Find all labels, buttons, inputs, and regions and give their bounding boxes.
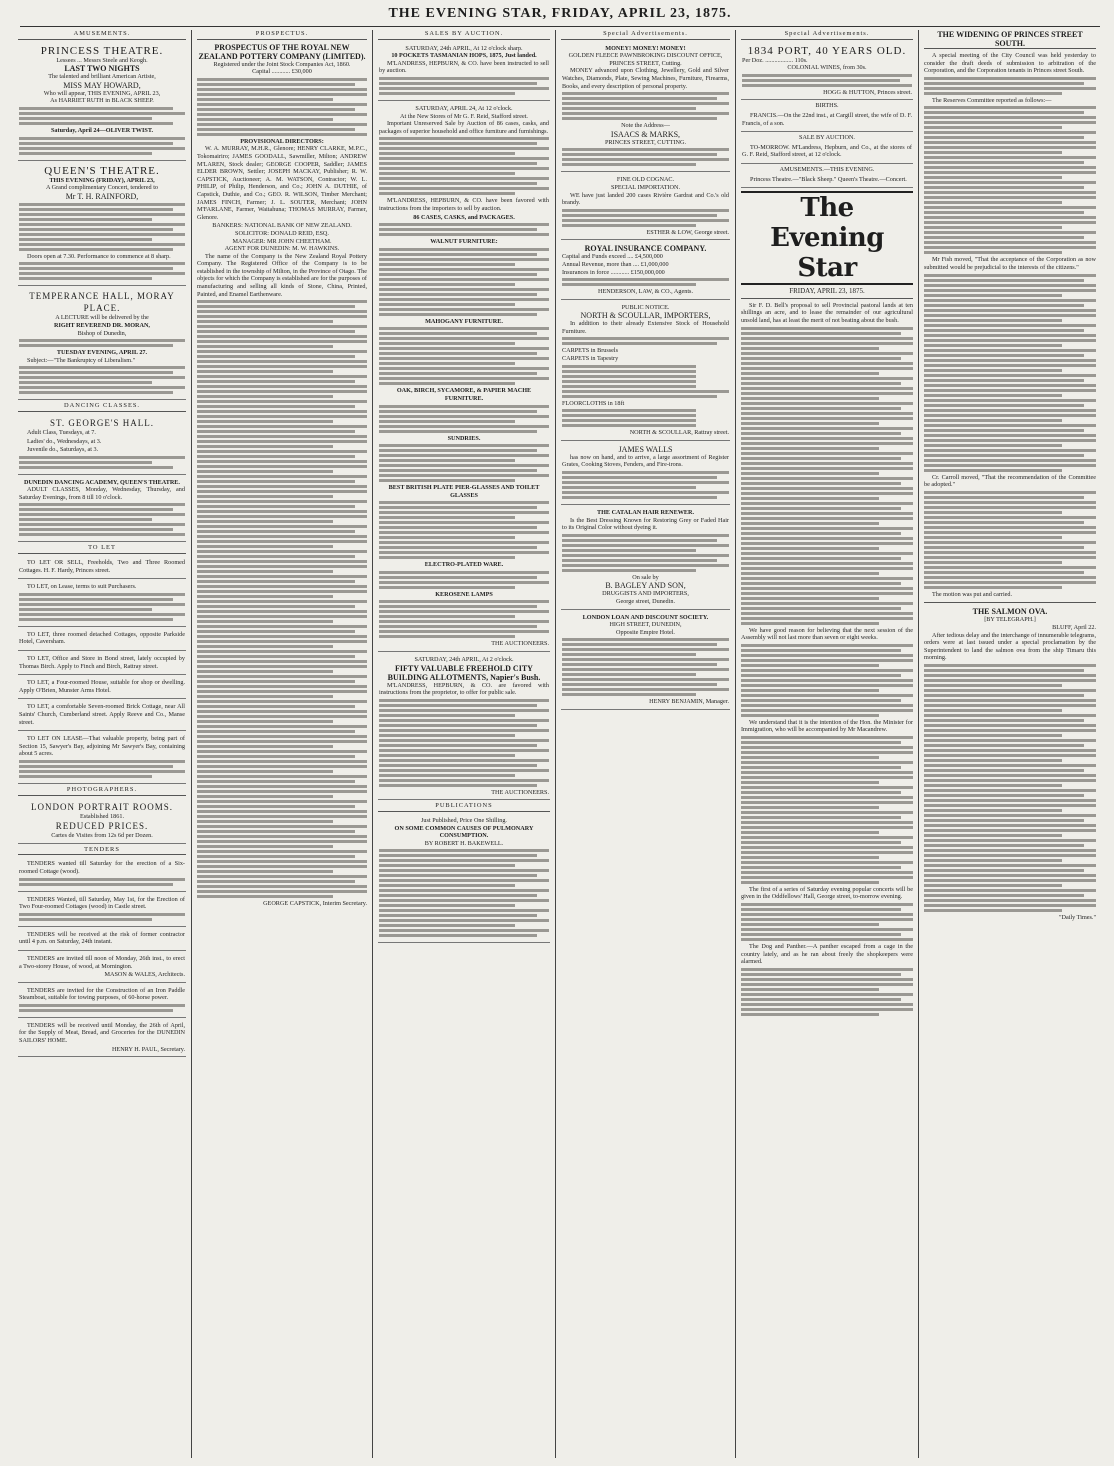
- article-paragraph: The motion was put and carried.: [932, 590, 1013, 598]
- article-paragraph: Cr. Carroll moved, "That the recommendation of the Committee be adopted.": [924, 473, 1096, 489]
- section-heading-dancing: DANCING CLASSES.: [18, 402, 186, 412]
- ad-to-let: [18, 629, 186, 651]
- body-text-lines: [197, 78, 367, 136]
- section-heading-amusements: AMUSEMENTS.: [18, 30, 186, 40]
- ad-title: LONDON LOAN AND DISCOUNT SOCIETY.: [582, 613, 709, 621]
- body-text-lines: [562, 534, 729, 572]
- ad-title: LONDON PORTRAIT ROOMS.: [30, 801, 174, 812]
- ad-signature: NORTH & SCOULLAR, Rattray street.: [629, 429, 729, 437]
- body-text-lines: [562, 638, 729, 696]
- article-title: THE SALMON OVA.: [972, 607, 1048, 617]
- body-text-lines: [741, 327, 913, 625]
- auction-line: At the New Stores of Mr G. F. Reid, Stafford street.: [400, 112, 528, 120]
- ad-publication: [378, 815, 550, 943]
- ad-title: TEMPERANCE HALL, MORAY PLACE.: [29, 291, 175, 314]
- auction-line: 86 CASES, CASKS, and PACKAGES.: [413, 213, 515, 221]
- body-text-lines: [379, 501, 549, 559]
- auction-date: SATURDAY, 24th APRIL, At 2 o'clock.: [414, 656, 514, 664]
- ad-line: Opposite Empire Hotel.: [616, 628, 675, 636]
- ad-james-walls: [561, 443, 730, 505]
- body-text-lines: [741, 968, 913, 1016]
- ad-tender: [18, 1020, 186, 1057]
- prospectus-title: PROSPECTUS OF THE ROYAL NEW ZEALAND POTTERY COMPANY (LIMITED).: [198, 42, 366, 61]
- ad-golden-fleece: [561, 43, 730, 173]
- body-text-lines: [562, 409, 729, 427]
- ad-line: Doors open at 7.30. Performance to commence at 8 sharp.: [27, 252, 171, 260]
- body-text-lines: [562, 365, 729, 398]
- body-text-lines: [562, 337, 729, 345]
- auction-line: Important Unreserved Sale by Auction of 86 cases, casks, and packages of superior household and office furniture and furnishings.: [379, 120, 549, 135]
- ad-line: The talented and brilliant American Artiste,: [48, 73, 156, 81]
- classified-ad: TENDERS Wanted, till Saturday, May 1st, for the Erection of Two Four-roomed Cottages (wood) in Castle street.: [19, 895, 185, 911]
- auction-subhead: SUNDRIES.: [447, 434, 481, 442]
- classified-ad: TO LET OR SELL, Freeholds, Two and Three Roomed Cottages. H. F. Hardy, Princes street.: [19, 559, 185, 574]
- ad-tender: [18, 985, 186, 1018]
- section-heading-to-let: TO LET: [18, 544, 186, 554]
- ad-title: ROYAL INSURANCE COMPANY.: [584, 244, 707, 254]
- ad-line: REDUCED PRICES.: [55, 821, 149, 832]
- ad-title: DUNEDIN DANCING ACADEMY, QUEEN'S THEATRE.: [24, 478, 180, 486]
- classified-ad: TO LET, a Four-roomed House, suitable for shop or dwelling. Apply O'Brien, Munster Arms Hotel.: [19, 679, 185, 694]
- ad-auction-furniture: [378, 103, 550, 652]
- article-paragraph: A special meeting of the City Council was held yesterday to consider the draft deeds of submission to arbitration of the Corporation, and the Corporation tenants in Princes street South.: [924, 52, 1096, 75]
- ad-line: Subject:—"The Bankruptcy of Liberalism.": [27, 356, 136, 364]
- publication-title: ON SOME COMMON CAUSES OF PULMONARY CONSUMPTION.: [394, 824, 534, 840]
- editorial-date: FRIDAY, APRIL 23, 1875.: [741, 288, 913, 299]
- sale-text: TO-MORROW. M'Landress, Hepburn, and Co., at the stores of G. F. Reid, Stafford street, at 12 o'clock.: [742, 143, 912, 159]
- ad-line: Is the Best Dressing Known for Restoring Grey or Faded Hair to its Original Color without dyeing it.: [562, 516, 729, 532]
- body-text-lines: [562, 148, 729, 166]
- column-rule: [918, 30, 919, 1458]
- ad-line: Mr T. H. RAINFORD,: [65, 191, 139, 201]
- body-text-lines: [562, 209, 729, 227]
- births-heading: BIRTHS.: [815, 102, 839, 110]
- ad-signature: MASON & WALES, Architects.: [104, 971, 185, 979]
- body-text-lines: [379, 444, 549, 482]
- ad-line: WE have just landed 200 cases Rivière Gardrat and Co.'s old brandy.: [562, 191, 729, 207]
- ad-line: HIGH STREET, DUNEDIN,: [609, 621, 682, 629]
- body-text-lines: [379, 248, 549, 316]
- ad-signature: HENRY BENJAMIN, Manager.: [649, 698, 729, 706]
- body-text-lines: [379, 600, 549, 638]
- body-text-lines: [379, 137, 549, 195]
- body-text-lines: [562, 92, 729, 120]
- newspaper-title: The Evening Star: [741, 191, 913, 285]
- ad-line: Saturday, April 24—OLIVER TWIST.: [50, 126, 154, 134]
- prospectus-line: MANAGER: MR JOHN CHEETHAM.: [232, 237, 332, 245]
- column-news: [924, 30, 1096, 1458]
- prospectus-line: AGENT FOR DUNEDIN: M. W. HAWKINS.: [224, 245, 340, 253]
- body-text-lines: [19, 760, 185, 778]
- prospectus-line: SOLICITOR: DONALD REID, ESQ.: [235, 229, 329, 237]
- body-text-lines: [379, 77, 549, 95]
- article-dateline: BLUFF, April 22.: [1052, 623, 1096, 631]
- ad-line: Who will appear, THIS EVENING, APRIL 23,: [43, 89, 161, 97]
- ad-line: PRINCES STREET, CUTTING.: [604, 138, 686, 146]
- auction-subhead: KEROSENE LAMPS: [435, 590, 493, 598]
- ad-signature: ESTHER & LOW, George street.: [646, 228, 729, 236]
- ad-line: Note the Address—: [621, 122, 670, 130]
- column-rule: [555, 30, 556, 1458]
- body-text-lines: [742, 74, 912, 87]
- ad-line: Established 1861.: [80, 812, 124, 820]
- auction-line: M'LANDRESS, HEPBURN, & CO. have been instructed to sell by auction.: [379, 59, 549, 75]
- masthead: THE EVENING STAR, FRIDAY, APRIL 23, 1875.: [20, 6, 1100, 27]
- classified-ad: TO LET, three roomed detached Cottages, opposite Parkside Hotel, Caversham.: [19, 630, 185, 646]
- auction-subhead: OAK, BIRCH, SYCAMORE, & PAPIER MACHE FURNITURE.: [396, 387, 532, 402]
- ad-line: SPECIAL IMPORTATION.: [610, 183, 681, 191]
- body-text-lines: [19, 456, 185, 469]
- body-text-lines: [741, 903, 913, 941]
- body-text-lines: [379, 223, 549, 236]
- ad-line: Lessees ... Messrs Steele and Keogh.: [56, 56, 148, 64]
- ad-title: THE CATALAN HAIR RENEWER.: [596, 509, 695, 517]
- ad-london-portrait-rooms: [18, 799, 186, 844]
- ad-title: MONEY! MONEY! MONEY!: [605, 44, 686, 52]
- ad-line: ADULT CLASSES, Monday, Wednesday, Thursday, and Saturday Evenings, from 8 till 10 o'clock.: [19, 486, 185, 501]
- body-text-lines: [379, 571, 549, 589]
- amusements-heading: AMUSEMENTS.—THIS EVENING.: [779, 165, 875, 173]
- ad-line: As HARRIET RUTH in BLACK SHEEP.: [50, 97, 154, 105]
- ad-title: FINE OLD COGNAC.: [616, 176, 675, 184]
- sale-notice: [741, 142, 913, 164]
- ad-line: A LECTURE will be delivered by the: [55, 314, 149, 322]
- editorial-paragraph: We have good reason for believing that the next session of the Assembly will not last more than seven or eight weeks.: [741, 626, 913, 642]
- ad-line: HENDERSON, LAW, & CO., Agents.: [597, 288, 693, 296]
- ad-auction-hops: [378, 43, 550, 101]
- ad-tender: [18, 894, 186, 927]
- body-text-lines: [19, 366, 185, 394]
- classified-ad: TO LET, Office and Store in Bond street, lately occupied by Thomas Birch. Apply to Finch and Birch, Rattray street.: [19, 655, 185, 670]
- ad-line: Insurances in force ............ £150,000,000: [562, 268, 665, 276]
- ad-line: In addition to their already Extensive Stock of Household Furniture.: [562, 320, 729, 335]
- editorial-paragraph: Sir F. D. Bell's proposal to sell Provincial pastoral lands at ten shillings an acre, and to lease the remainder of our agricultural unsold land, has at least the merit of not beating about the bush.: [741, 301, 913, 324]
- body-text-lines: [379, 849, 549, 937]
- ad-to-let: [18, 557, 186, 579]
- body-text-lines: [924, 664, 1096, 912]
- ad-line: TUESDAY EVENING, APRIL 27.: [56, 349, 148, 357]
- ad-line: GOLDEN FLEECE PAWNBROKING DISCOUNT OFFICE,: [568, 52, 723, 60]
- auction-date: SATURDAY, APRIL 24, At 12 o'clock.: [415, 104, 513, 112]
- column-rule: [372, 30, 373, 1458]
- ad-to-let: [18, 581, 186, 627]
- body-text-lines: [741, 736, 913, 884]
- auction-subhead: WALNUT FURNITURE:: [430, 238, 498, 246]
- body-text-lines: [19, 203, 185, 251]
- ad-line: Ladies' do., Wednesdays, at 3.: [27, 437, 102, 445]
- column-amusements: [18, 30, 186, 1458]
- section-heading-prospectus: PROSPECTUS.: [197, 30, 367, 40]
- prospectus-capital: Capital ............ £30,000: [252, 68, 312, 76]
- ad-line: B. BAGLEY AND SON,: [605, 581, 686, 591]
- ad-temperance-hall: [18, 288, 186, 400]
- body-text-lines: [924, 106, 1096, 254]
- divider: [924, 602, 1096, 603]
- auction-subhead: MAHOGANY FURNITURE.: [425, 317, 503, 325]
- ad-line: LAST TWO NIGHTS: [64, 64, 140, 74]
- classified-ad: TENDERS are invited till noon of Monday, 26th inst., to erect a Two-storey House, of wood, at Mornington.: [19, 954, 185, 970]
- ad-line: Cartes de Visites from 12s 6d per Dozen.: [51, 832, 153, 840]
- birth-text: FRANCIS.—On the 22nd inst., at Cargill street, the wife of D. F. Francis, of a son.: [742, 111, 912, 127]
- classified-ad: TO LET, a comfortable Seven-roomed Brick Cottage, near All Saints' Church, Cumberland street. Apply Reeve and Co., Manse street.: [19, 703, 185, 726]
- ad-line: THIS EVENING (FRIDAY), APRIL 23,: [49, 176, 155, 184]
- ad-auction-allotments: [378, 654, 550, 800]
- amusements-notice: [741, 174, 913, 189]
- prospectus-body: The name of the Company is the New Zealand Royal Pottery Company. The Registered Office of the Company is to be established in the township of Milton, in the Province of Otago. The objects for which the Company is established are for the purposes of manufacturing and selling all kinds of Stone, China, Printed, Painted, and Enamel Earthenware.: [197, 252, 367, 298]
- column-rule: [735, 30, 736, 1458]
- body-text-lines: [19, 913, 185, 921]
- body-text-lines: [924, 274, 1096, 472]
- ad-to-let: [18, 653, 186, 675]
- auction-line: FIFTY VALUABLE FREEHOLD CITY BUILDING ALLOTMENTS, Napier's Bush.: [387, 663, 541, 682]
- body-text-lines: [19, 339, 185, 347]
- classified-ad: TENDERS will be received at the risk of former contractor until 4 p.m. on Saturday, 24th instant.: [19, 930, 185, 946]
- amusements-text: Princess Theatre.—"Black Sheep." Queen's Theatre.—Concert.: [750, 175, 907, 183]
- ad-line: FLOORCLOTHS in 18ft: [562, 399, 625, 407]
- classified-ad: TO LET ON LEASE—That valuable property, being part of Section 15, Sawyer's Bay, adjoining Mr Sawyer's Bay, containing about 5 acres.: [19, 735, 185, 758]
- ad-princess-theatre: [18, 43, 186, 161]
- body-text-lines: [19, 262, 185, 280]
- auction-line: 10 POCKETS TASMANIAN HOPS, 1875, Just landed.: [391, 52, 537, 60]
- ad-title: JAMES WALLS: [618, 444, 673, 454]
- classified-ad: TO LET, on Lease, terms to suit Purchasers.: [27, 583, 137, 591]
- ad-line: Annual Revenue, more than .... £1,000,000: [562, 260, 669, 268]
- ad-line: ISAACS & MARKS,: [610, 129, 681, 139]
- ad-line: has now on hand, and to arrive, a large assortment of Register Grates, Cooking Stoves, Fenders, and Fire-irons.: [562, 453, 729, 469]
- ad-to-let: [18, 733, 186, 784]
- body-text-lines: [924, 77, 1096, 95]
- body-text-lines: [19, 593, 185, 621]
- section-heading-special: Special Advertisements.: [561, 30, 730, 40]
- body-text-lines: [379, 327, 549, 385]
- auction-signature: THE AUCTIONEERS.: [491, 640, 549, 648]
- body-text-lines: [379, 405, 549, 433]
- section-heading-special: Special Advertisements.: [741, 30, 913, 40]
- ad-line: George street, Dunedin.: [616, 598, 675, 605]
- editorial-paragraph: The first of a series of Saturday evening popular concerts will be given in the Oddfellows' Hall, George street, to-morrow evening.: [741, 885, 913, 901]
- ad-to-let: [18, 677, 186, 699]
- ad-line: Per Doz. .................. 110s.: [742, 56, 808, 64]
- ad-royal-insurance: [561, 242, 730, 299]
- ad-title: 1834 PORT, 40 YEARS OLD.: [747, 44, 907, 57]
- birth-notice: [741, 110, 913, 132]
- body-text-lines: [197, 300, 367, 898]
- ad-line: PRINCES STREET, Cutting.: [609, 59, 682, 67]
- body-text-lines: [562, 278, 729, 286]
- ad-dancing-academy: [18, 477, 186, 543]
- editorial-paragraph: We understand that it is the intention of the Hon. the Minister for Immigration, who will be accompanied by Mr Macandrew.: [741, 718, 913, 734]
- ad-cognac: [561, 174, 730, 240]
- prospectus-subhead: PROVISIONAL DIRECTORS:: [240, 137, 324, 145]
- section-heading-publications: PUBLICATIONS: [378, 802, 550, 812]
- ad-line: RIGHT REVEREND DR. MORAN,: [54, 321, 150, 329]
- prospectus-signature: GEORGE CAPSTICK, Interim Secretary.: [263, 900, 367, 908]
- ad-line: DRUGGISTS AND IMPORTERS,: [602, 590, 689, 598]
- ad-signature: HENRY H. PAUL, Secretary.: [111, 1045, 185, 1053]
- ad-line: A Grand complimentary Concert, tendered to: [45, 184, 159, 192]
- ad-line: MISS MAY HOWARD,: [63, 80, 141, 90]
- body-text-lines: [379, 699, 549, 787]
- classified-ad: TENDERS are invited for the Construction of an Iron Paddle Steamboat, suitable for towing purposes, of 60-horse power.: [19, 986, 185, 1002]
- body-text-lines: [19, 137, 185, 155]
- body-text-lines: [19, 1004, 185, 1012]
- section-heading-photographers: PHOTOGRAPHERS.: [18, 786, 186, 796]
- ad-line: Bishop of Dunedin,: [77, 329, 127, 337]
- auction-line: M'LANDRESS, HEPBURN, & CO. have been favored with instructions from the importers to sell by auction.: [379, 197, 549, 212]
- body-text-lines: [562, 471, 729, 499]
- ad-line: CARPETS in Tapestry: [562, 355, 619, 363]
- column-rule: [191, 30, 192, 1458]
- ad-title: PRINCESS THEATRE.: [40, 44, 164, 57]
- auction-signature: THE AUCTIONEERS.: [491, 788, 549, 796]
- ad-tender: [18, 929, 186, 951]
- ad-line: Adult Class, Tuesdays, at 7.: [27, 428, 96, 436]
- section-heading-tenders: TENDERS: [18, 846, 186, 856]
- column-special-ads-1: [561, 30, 730, 1458]
- prospectus-directors: W. A. MURRAY, M.H.R., Glenore; HENRY CLARKE, M.P.C., Tokomairiro; JAMES GOODALL, Sawmiller, Milton; ANDREW M'LAREN, Stock dealer; GEORGE COOPER, Saddler; JAMES ELDER BROWN, Settler; JOSEPH MACKAY, Publisher; R. W. CAPSTICK, Auctioneer; A. M. WATSON, Contractor; W. L. PHILIP, of Philip, Henderson, and Co.; JOHN A. DUTHIE, of Capstick, Duthie, and Co.; GEO. R. WILSON, Timber Merchant; JAMES FINCH, Farmer; J. L. SOUTER, Merchant; JOHN M'FARLANE, Farmer, Waitahuna; THOMAS MURRAY, Farmer, Glenore.: [197, 145, 367, 221]
- body-text-lines: [19, 503, 185, 536]
- prospectus-line: BANKERS: NATIONAL BANK OF NEW ZEALAND.: [212, 222, 352, 230]
- ad-tender: [18, 858, 186, 891]
- ad-line: COLONIAL WINES, from 30s.: [787, 64, 867, 72]
- article-paragraph: After tedious delay and the interchange of innumerable telegrams, orders were at last issued under a special proclamation by the Superintendent to land the salmon ova from the ship Timaru this morning.: [924, 631, 1096, 662]
- ad-line: Juvenile do., Saturdays, at 3.: [27, 446, 99, 454]
- ad-line: Capital and Funds exceed .... £4,500,000: [562, 253, 663, 261]
- article-title: THE WIDENING OF PRINCES STREET SOUTH.: [924, 30, 1096, 49]
- article-paragraph: The Reserves Committee reported as follows:—: [932, 96, 1052, 104]
- auction-subhead: ELECTRO-PLATED WARE.: [424, 561, 504, 569]
- body-text-lines: [924, 491, 1096, 589]
- ad-loan-society: [561, 612, 730, 710]
- ad-signature: HOGG & HUTTON, Princes street.: [823, 88, 912, 96]
- column-sales-by-auction: [378, 30, 550, 1458]
- publication-line: Just Published, Price One Shilling.: [421, 817, 507, 825]
- prospectus-line: Registered under the Joint Stock Companies Act, 1860.: [213, 60, 351, 68]
- article-subtitle: [BY TELEGRAPH.]: [984, 616, 1036, 624]
- ad-tender: [18, 953, 186, 983]
- publication-author: BY ROBERT H. BAKEWELL.: [424, 839, 504, 847]
- ad-line: On sale by: [632, 573, 659, 581]
- classified-ad: TENDERS will be received until Monday, the 26th of April, for the Supply of Meat, Bread, and Groceries for the DUNEDIN SAILORS' HOME.: [19, 1021, 185, 1045]
- section-heading-auction: SALES BY AUCTION.: [378, 30, 550, 40]
- body-text-lines: [19, 878, 185, 886]
- article-signature: "Daily Times.": [1058, 913, 1096, 921]
- ad-line: CARPETS in Brussels: [562, 347, 619, 355]
- ad-st-georges-hall: [18, 415, 186, 475]
- auction-line: M'LANDRESS, HEPBURN, & CO. are favored with instructions from the proprietor, to offer for public sale.: [379, 681, 549, 697]
- ad-north-scoullar: [561, 302, 730, 441]
- ad-title: QUEEN'S THEATRE.: [44, 164, 160, 177]
- ad-to-let: [18, 701, 186, 731]
- body-text-lines: [19, 107, 185, 125]
- auction-subhead: BEST BRITISH PLATE PIER-GLASSES AND TOILET GLASSES: [388, 484, 540, 499]
- ad-catalan-hair: [561, 507, 730, 610]
- classified-ad: TENDERS wanted till Saturday for the erection of a Six-roomed Cottage (wood).: [19, 860, 185, 875]
- ad-title: PUBLIC NOTICE.: [621, 303, 670, 311]
- ad-queens-theatre: [18, 163, 186, 287]
- ad-title: ST. GEORGE'S HALL.: [50, 417, 154, 428]
- sale-heading: SALE BY AUCTION.: [799, 134, 855, 142]
- column-prospectus: [197, 30, 367, 1458]
- ad-line: NORTH & SCOULLAR, IMPORTERS,: [580, 311, 711, 321]
- auction-date: SATURDAY, 24th APRIL, At 12 o'clock sharp.: [405, 44, 523, 52]
- ad-port-wine: [741, 43, 913, 101]
- ad-line: MONEY advanced upon Clothing, Jewellery, Gold and Silver Watches, Diamonds, Plate, Sewing Machines, Furniture, Firearms, Books, and every description of personal property.: [562, 67, 729, 90]
- editorial-paragraph: The Dog and Panther.—A panther escaped from a cage in the country lately, and as he ran about freely the shopkeepers were alarmed.: [741, 943, 913, 966]
- column-editorial: [741, 30, 913, 1458]
- body-text-lines: [741, 644, 913, 717]
- article-paragraph: Mr Fish moved, "That the acceptance of the Corporation as now submitted would be prejudicial to the interests of the citizens.": [924, 256, 1096, 271]
